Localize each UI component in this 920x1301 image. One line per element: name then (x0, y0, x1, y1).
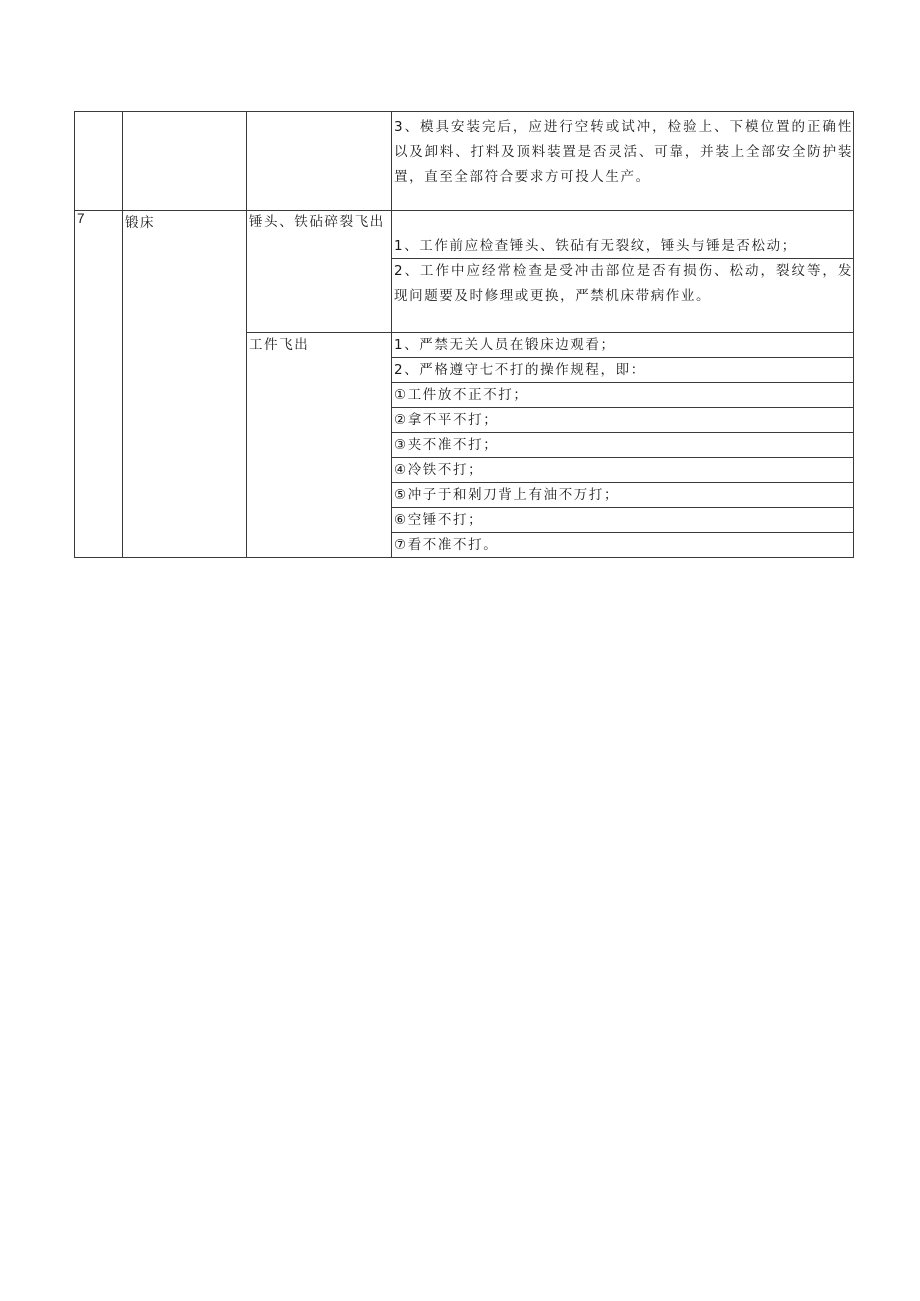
measure-text: 2、工作中应经常检查是受冲击部位是否有损伤、松动，裂纹等，发现问题要及时修理或更换，严禁机床带病作业。 (394, 263, 853, 304)
measure-text: ④冷铁不打； (394, 462, 484, 478)
measure-cell (392, 433, 854, 458)
measure-cell (392, 259, 854, 333)
table-row (75, 112, 854, 211)
measure-cell (392, 408, 854, 433)
safety-measures-table (74, 111, 854, 558)
measure-text: 1、严禁无关人员在锻床边观看； (394, 337, 616, 353)
equipment-name: 锻床 (123, 211, 247, 558)
measure-text: ③夹不准不打； (394, 437, 499, 453)
measure-text: 3、模具安装完后，应进行空转或试冲，检验上、下模位置的正确性以及卸料、打料及顶料装置是否灵活、可靠，并装上全部安全防护装置，直至全部符合要求方可投人生产。 (394, 119, 853, 185)
measure-text: ⑥空锤不打； (394, 512, 484, 528)
measure-cell (392, 112, 854, 211)
hazard-text: 锤头、铁砧碎裂飞出 (249, 214, 385, 230)
measure-text: 2、严格遵守七不打的操作规程，即： (394, 362, 646, 378)
hazard-cell (247, 112, 392, 211)
measure-cell (392, 333, 854, 358)
measure-cell (392, 533, 854, 558)
hazard-name (247, 333, 392, 558)
row-number: 7 (75, 211, 123, 558)
measure-cell (392, 508, 854, 533)
measure-text: 1、工作前应检查锤头、铁砧有无裂纹，锤头与锤是否松动； (394, 238, 797, 254)
measure-cell (392, 211, 854, 259)
measure-cell (392, 458, 854, 483)
measure-cell (392, 358, 854, 383)
measure-text: ⑤冲子于和剁刀背上有油不万打； (394, 487, 620, 503)
hazard-name (247, 211, 392, 333)
table-row (75, 211, 854, 259)
measure-text: ②拿不平不打； (394, 412, 499, 428)
number-cell (75, 112, 123, 211)
hazard-text: 工件飞出 (249, 337, 310, 353)
measure-cell (392, 383, 854, 408)
measure-text: ①工件放不正不打； (394, 387, 529, 403)
measure-text: ⑦看不准不打。 (394, 537, 499, 553)
measure-cell (392, 483, 854, 508)
equipment-cell (123, 112, 247, 211)
